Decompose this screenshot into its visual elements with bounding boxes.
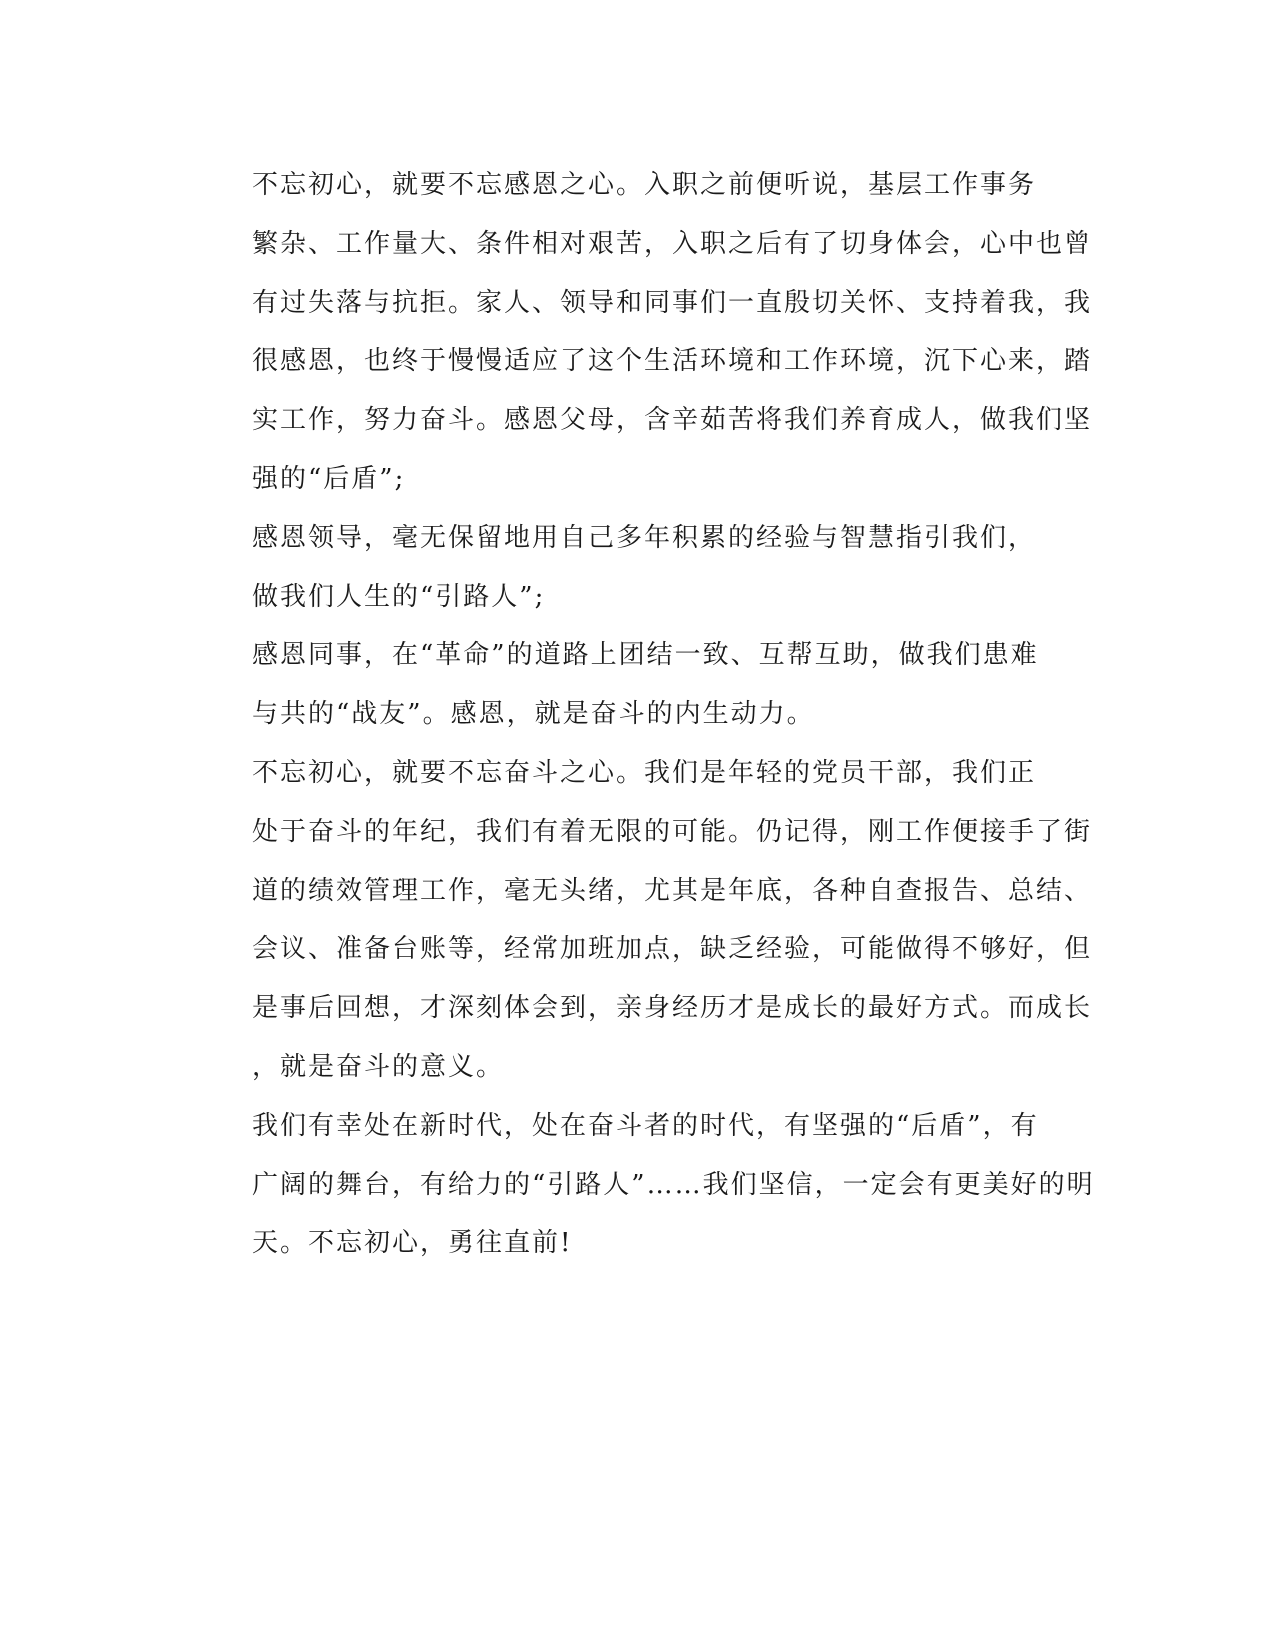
document-body (180, 156, 1095, 1273)
text-line: 天。不忘初心，勇往直前! (252, 1228, 573, 1259)
text-line: 实工作，努力奋斗。感恩父母，含辛茹苦将我们养育成人，做我们坚 (252, 405, 1093, 436)
paragraph-gratitude-intro (180, 156, 1093, 509)
paragraph-striving (180, 744, 1093, 1097)
text-line: ，就是奋斗的意义。 (252, 1051, 505, 1082)
text-line: 不忘初心，就要不忘感恩之心。入职之前便听说，基层工作事务 (252, 170, 1037, 200)
text-line: 感恩同事，在“革命”的道路上团结一致、互帮互助，做我们患难 (252, 640, 1039, 671)
paragraph-conclusion (180, 1097, 1095, 1273)
text-line: 会议、准备台账等，经常加班加点，缺乏经验，可能做得不够好，但 (252, 934, 1093, 965)
text-line: 处于奋斗的年纪，我们有着无限的可能。仍记得，刚工作便接手了街 (252, 816, 1093, 847)
text-line: 我们有幸处在新时代，处在奋斗者的时代，有坚强的“后盾”，有 (252, 1110, 1039, 1141)
text-line: 是事后回想，才深刻体会到，亲身经历才是成长的最好方式。而成长 (252, 993, 1093, 1024)
paragraph-gratitude-leaders (180, 509, 1037, 627)
text-line: 不忘初心，就要不忘奋斗之心。我们是年轻的党员干部，我们正 (252, 757, 1037, 788)
text-line: 广阔的舞台，有给力的“引路人”……我们坚信，一定会有更美好的明 (252, 1169, 1095, 1200)
text-line: 做我们人生的“引路人”; (252, 581, 546, 612)
paragraph-gratitude-colleagues (180, 626, 1039, 744)
text-line: 有过失落与抗拒。家人、领导和同事们一直殷切关怀、支持着我，我 (252, 287, 1093, 318)
text-line: 与共的“战友”。感恩，就是奋斗的内生动力。 (252, 699, 815, 730)
text-line: 强的“后盾”; (252, 463, 406, 494)
text-line: 很感恩，也终于慢慢适应了这个生活环境和工作环境，沉下心来，踏 (252, 346, 1093, 377)
text-line: 繁杂、工作量大、条件相对艰苦，入职之后有了切身体会，心中也曾 (252, 228, 1093, 259)
text-line: 感恩领导，毫无保留地用自己多年积累的经验与智慧指引我们， (252, 522, 1037, 553)
text-line: 道的绩效管理工作，毫无头绪，尤其是年底，各种自查报告、总结、 (252, 875, 1093, 906)
